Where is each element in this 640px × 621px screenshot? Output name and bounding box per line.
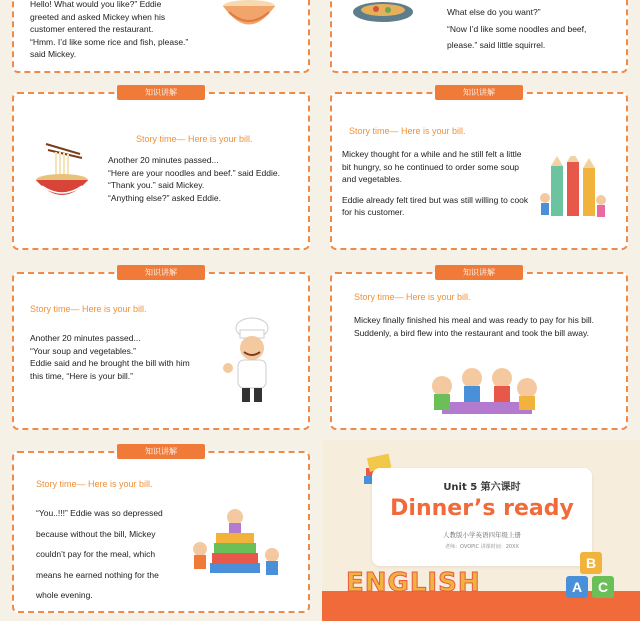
english-word: ENGLISH: [346, 568, 481, 598]
section-tab: 知识讲解: [435, 265, 523, 280]
slide-7-card[interactable]: [12, 447, 310, 613]
text-paragraph: Mickey thought for a while and he still felt a little bit hungry, so he continued to order some soup and vegetables.: [342, 149, 522, 184]
text-line: Another 20 minutes passed...: [108, 155, 219, 165]
slide-heading: Story time— Here is your bill.: [30, 304, 147, 314]
text-line: Mickey finally finished his meal and was ready to pay for his bill.: [354, 315, 594, 325]
text-line: greeted and asked Mickey when his: [30, 11, 166, 22]
unit-label: Unit 5 第六课时: [443, 482, 521, 493]
section-tab: 知识讲解: [117, 265, 205, 280]
text-line: “Now I’d like some noodles and beef,: [447, 23, 587, 34]
books-kids-icon: [186, 505, 286, 585]
title-panel: [372, 468, 592, 566]
cover-title: Dinner’s ready: [390, 496, 574, 521]
text-line: this time, “Here is your bill.”: [30, 370, 133, 381]
chef-icon: [214, 316, 284, 411]
slide-2-text: [447, 6, 627, 52]
text-line: means he earned nothing for the: [36, 569, 159, 580]
slide-7-text: [36, 503, 196, 606]
text-line: said Mickey.: [30, 49, 77, 59]
pencils-kids-icon: [537, 156, 617, 226]
text-line: Another 20 minutes passed...: [30, 333, 141, 343]
section-tab: 知识讲解: [117, 85, 205, 100]
slide-heading: Story time— Here is your bill.: [349, 126, 466, 136]
rice-bowl-icon: [219, 0, 279, 33]
text-paragraph: Eddie already felt tired but was still willing to cook for his customer.: [342, 194, 529, 217]
slide-3-text: [108, 154, 308, 204]
section-tab: 知识讲解: [117, 444, 205, 459]
slide-heading: Story time— Here is your bill.: [136, 134, 253, 144]
slide-1-card[interactable]: [12, 0, 310, 73]
slide-3-card[interactable]: [12, 88, 310, 250]
text-line: “Anything else?” asked Eddie.: [108, 192, 221, 203]
cover-meta: 老师：OVOPIC 讲课时间：20XX: [445, 544, 519, 550]
kids-reading-icon: [422, 364, 552, 424]
text-line: couldn’t pay for the meal, which: [36, 549, 156, 559]
letter-block-c: C: [592, 576, 614, 598]
text-line: Suddenly, a bird flew into the restaurant and took the bill away.: [354, 327, 589, 338]
text-line: Hello! What would you like?” Eddie: [30, 0, 162, 9]
slide-2-card[interactable]: [330, 0, 628, 73]
cover-subtitle: 人教版小学英语四年级上册: [443, 531, 521, 539]
slide-4-text: [342, 148, 530, 227]
text-line: customer entered the restaurant.: [30, 24, 154, 34]
text-line: “Here are your noodles and beef.” said Eddie.: [108, 167, 280, 178]
text-line: “Hmm. I’d like some rice and fish, please.”: [30, 36, 189, 47]
slide-5-card[interactable]: [12, 268, 310, 430]
text-line: whole evening.: [36, 590, 93, 600]
text-line: please.” said little squirrel.: [447, 40, 546, 50]
letter-block-b: B: [580, 552, 602, 574]
slide-1-text: [30, 0, 230, 61]
slide-4-card[interactable]: [330, 88, 628, 250]
text-line: Eddie said and he brought the bill with him: [30, 358, 190, 368]
section-tab: 知识讲解: [435, 85, 523, 100]
slide-6-text: [354, 314, 624, 339]
slide-heading: Story time— Here is your bill.: [36, 479, 153, 489]
text-line: “Thank you.” said Mickey.: [108, 180, 205, 190]
letter-block-a: A: [566, 576, 588, 598]
text-line: What else do you want?”: [447, 7, 541, 17]
noodle-bowl-icon: [32, 140, 94, 202]
slide-6-card[interactable]: [330, 268, 628, 430]
slide-heading: Story time— Here is your bill.: [354, 292, 471, 302]
text-line: “You..!!!” Eddie was so depressed: [36, 508, 163, 518]
slide-5-text: [30, 332, 220, 382]
text-line: “Your soup and vegetables.”: [30, 345, 137, 356]
cover-slide[interactable]: [322, 440, 640, 621]
noodle-pot-icon: [348, 0, 418, 32]
text-line: because without the bill, Mickey: [36, 528, 156, 539]
